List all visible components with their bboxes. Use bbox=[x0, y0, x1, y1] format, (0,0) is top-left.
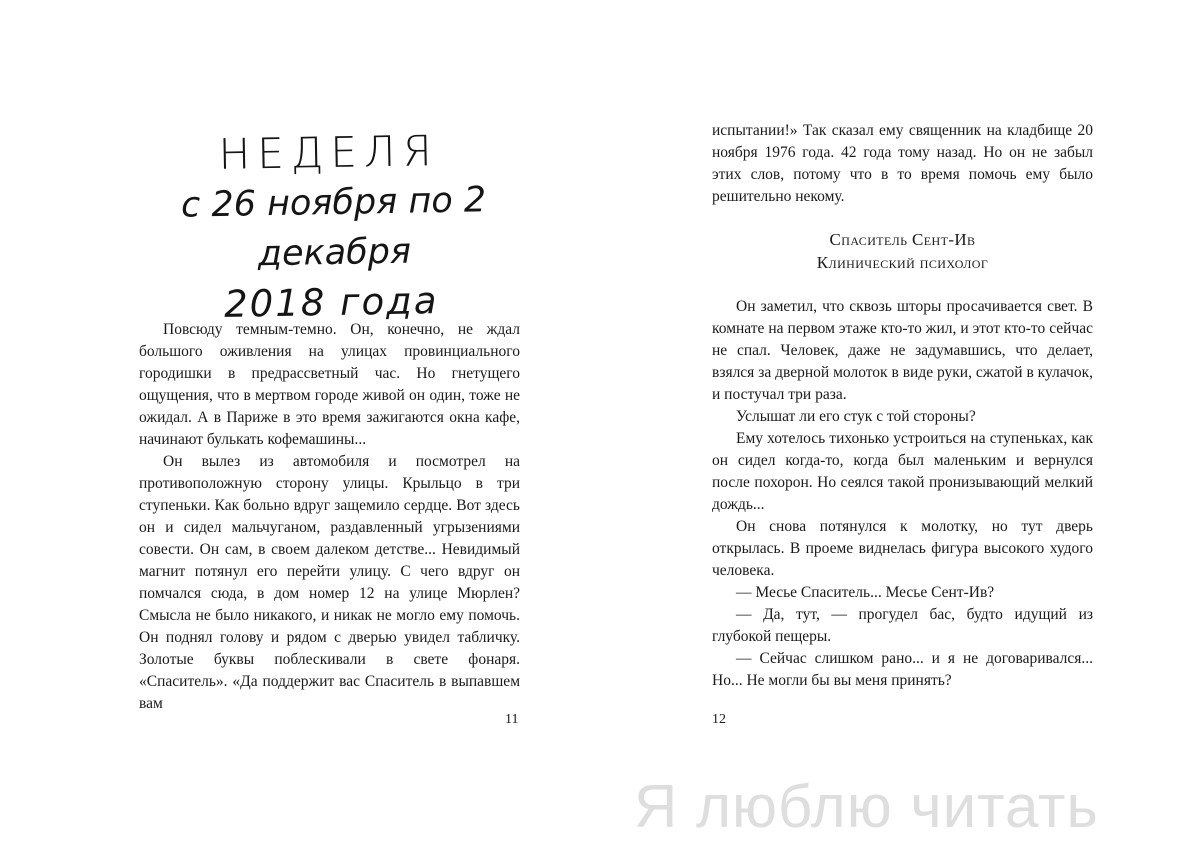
chapter-title bbox=[138, 125, 521, 332]
chapter-title-line2: с 26 ноября по 2 декабря bbox=[180, 180, 487, 275]
paragraph: Он заметил, что сквозь шторы просачивается свет. В комнате на первом этаже кто-то жил, и этот кто-то сейчас не спал. Человек, даже не задумавшись, что делает, взялся за дверной молоток в виде руки, сжатой в кулачок, и постучал три раза. bbox=[712, 298, 1093, 403]
dialogue-line: — Да, тут, — прогудел бас, будто идущий из глубокой пещеры. bbox=[712, 606, 1093, 645]
paragraph: Повсюду темным-темно. Он, конечно, не ждал большого оживления на улицах провинциального городишки в предрассветный час. Но гнетущего ощущения, что в мертвом городе живой он один, тоже не ожидал. А в Париже в это время зажигаются окна кафе, начинают булькать кофемашины... bbox=[139, 321, 520, 448]
left-body-text bbox=[139, 319, 520, 715]
watermark: Я люблю читать bbox=[634, 773, 1099, 840]
section-heading-name: Спаситель Сент-Ив bbox=[829, 230, 976, 249]
paragraph: Ему хотелось тихонько устроиться на ступеньках, как он сидел когда-то, когда был маленьким и вернулся после похорон. Но сеялся такой пронизывающий мелкий дождь... bbox=[712, 430, 1093, 513]
dialogue-line: — Месье Спаситель... Месье Сент-Ив? bbox=[736, 584, 995, 601]
paragraph: Он снова потянулся к молотку, но тут дверь открылась. В проеме виднелась фигура высокого худого человека. bbox=[712, 518, 1093, 579]
page-number-right: 12 bbox=[712, 712, 726, 727]
paragraph: Услышат ли его стук с той стороны? bbox=[736, 408, 976, 425]
paragraph: Он вылез из автомобиля и посмотрел на противоположную сторону улицы. Крыльцо в три ступеньки. Как больно вдруг защемило сердце. Вот здесь он и сидел мальчуганом, раздавленный угрызениями совести. Он сам, в своем далеком детстве... Невидимый магнит потянул его перейти улицу. С чего вдруг он помчался сюда, в дом номер 12 на улице Мюрлен? Смысла не было никакого, и никак не могло ему помочь. Он поднял голову и рядом с дверью увидел табличку. Золотые буквы поблескивали в свете фонаря. «Спаситель». «Да поддержит вас Спаситель в выпавшем вам bbox=[139, 453, 520, 712]
chapter-title-line3: 2018 года bbox=[223, 279, 439, 326]
page-number-left: 11 bbox=[505, 712, 519, 727]
right-page bbox=[600, 0, 1200, 848]
section-heading bbox=[712, 228, 1093, 274]
dialogue-line: — Сейчас слишком рано... и я не договаривался... Но... Не могли бы вы меня принять? bbox=[712, 650, 1093, 689]
chapter-title-line1: НЕДЕЛЯ bbox=[218, 126, 440, 179]
right-body-text bbox=[712, 296, 1093, 692]
continued-text bbox=[712, 120, 1093, 208]
paragraph: испытании!» Так сказал ему священник на кладбище 20 ноября 1976 года. 42 года тому назад. Но он не забыл этих слов, потому что в то время помочь ему было решительно некому. bbox=[712, 122, 1093, 205]
section-heading-profession: Клинический психолог bbox=[816, 253, 989, 272]
